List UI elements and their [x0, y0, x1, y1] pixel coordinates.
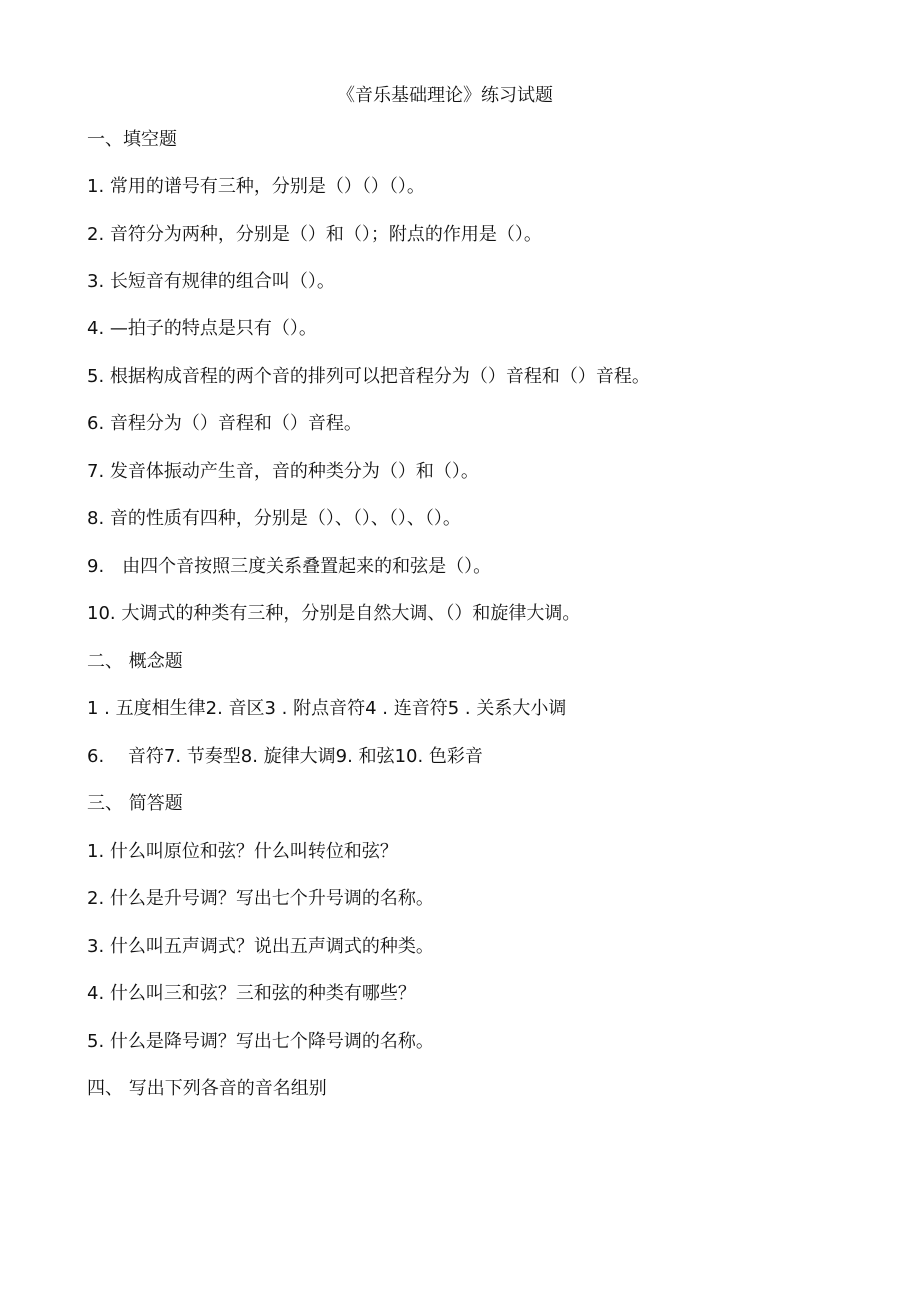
question-item: 3. 什么叫五声调式？说出五声调式的种类。 — [87, 936, 434, 957]
document-title: 《音乐基础理论》练习试题 — [337, 85, 553, 106]
question-item: 1. 什么叫原位和弦？什么叫转位和弦？ — [87, 841, 398, 862]
question-item: 6. 音程分为（）音程和（）音程。 — [87, 413, 362, 434]
question-item: 9. 由四个音按照三度关系叠置起来的和弦是（）。 — [87, 556, 492, 577]
question-item: 10. 大调式的种类有三种，分别是自然大调、（）和旋律大调。 — [87, 603, 581, 624]
question-item: 3. 长短音有规律的组合叫（）。 — [87, 271, 335, 292]
concept-list-line: 1 . 五度相生律2. 音区3 . 附点音符4 . 连音符5 . 关系大小调 — [87, 698, 567, 719]
section-heading-note-names: 四、 写出下列各音的音名组别 — [87, 1078, 327, 1099]
question-item: 7. 发音体振动产生音，音的种类分为（）和（）。 — [87, 461, 479, 482]
section-heading-short-answer: 三、 简答题 — [87, 793, 183, 814]
question-item: 1. 常用的谱号有三种，分别是（）（）（）。 — [87, 176, 425, 197]
question-item: 4. —拍子的特点是只有（）。 — [87, 318, 317, 339]
section-heading-fill-in: 一、填空题 — [87, 129, 177, 150]
section-heading-concepts: 二、 概念题 — [87, 651, 183, 672]
question-item: 5. 什么是降号调？写出七个降号调的名称。 — [87, 1031, 434, 1052]
question-item: 8. 音的性质有四种，分别是（）、（）、（）、（）。 — [87, 508, 461, 529]
question-item: 2. 音符分为两种，分别是（）和（）；附点的作用是（）。 — [87, 224, 542, 245]
concept-list-line: 6. 音符7. 节奏型8. 旋律大调9. 和弦10. 色彩音 — [87, 746, 483, 767]
question-item: 2. 什么是升号调？写出七个升号调的名称。 — [87, 888, 434, 909]
question-item: 5. 根据构成音程的两个音的排列可以把音程分为（）音程和（）音程。 — [87, 366, 650, 387]
question-item: 4. 什么叫三和弦？三和弦的种类有哪些？ — [87, 983, 416, 1004]
